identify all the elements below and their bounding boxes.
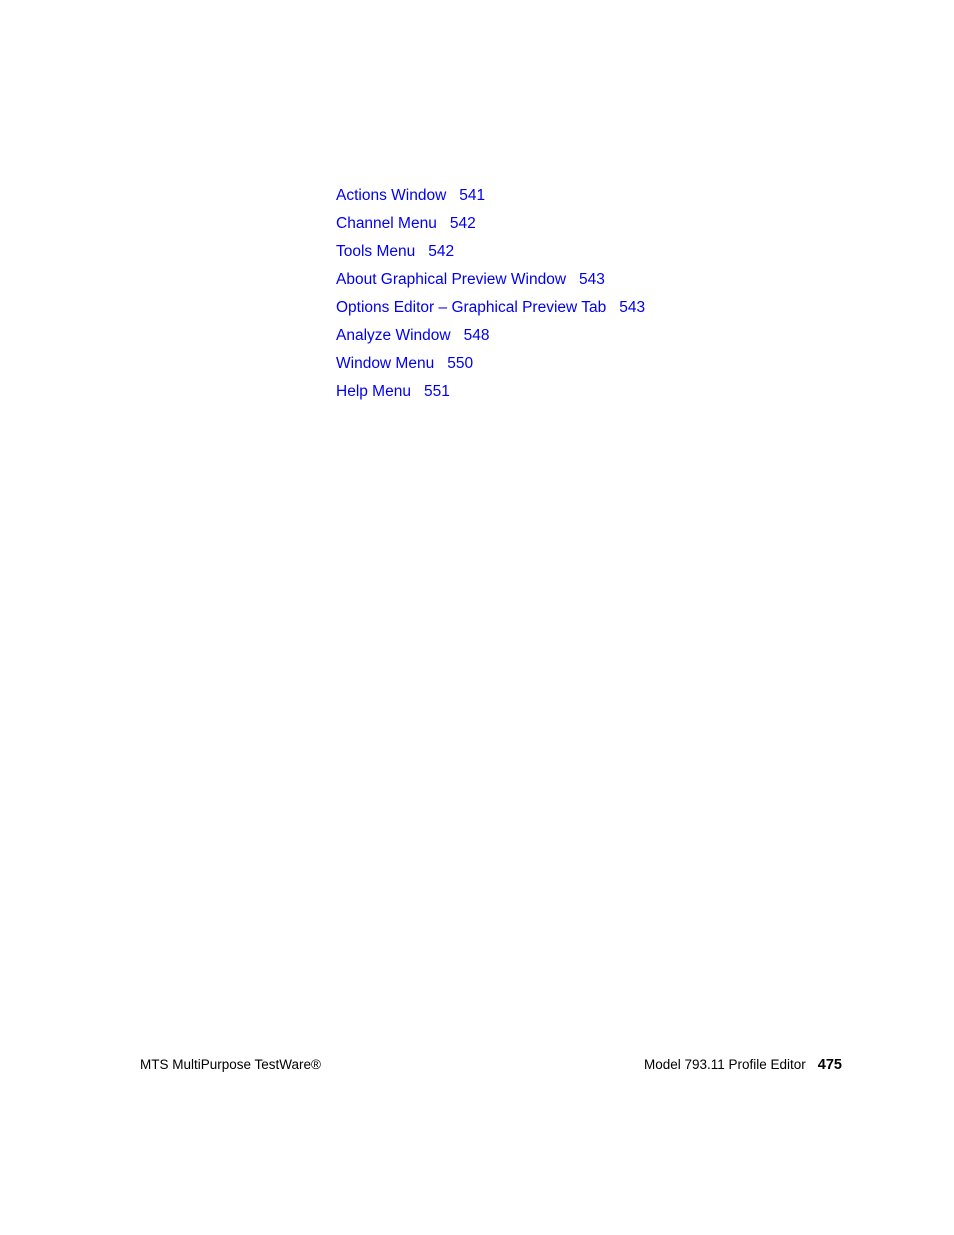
footer-document-title: Model 793.11 Profile Editor [643,1057,806,1072]
toc-entry-title[interactable]: About Graphical Preview Window [336,271,567,288]
toc-entry-page[interactable]: 551 [423,383,450,400]
toc-entry-title[interactable]: Window Menu [336,355,435,372]
toc-entry-analyze-window[interactable] [336,324,645,352]
toc-entry-page[interactable]: 541 [459,187,486,204]
toc-entry-tools-menu[interactable] [336,240,645,268]
toc-entry-title[interactable]: Tools Menu [336,243,416,260]
toc-entry-title[interactable]: Options Editor – Graphical Preview Tab [336,299,607,316]
footer-product-name: MTS MultiPurpose TestWare® [140,1057,321,1072]
toc-entry-about-graphical-preview-window[interactable] [336,268,645,296]
toc-entry-title[interactable]: Analyze Window [336,327,451,344]
toc-entry-help-menu[interactable] [336,380,645,408]
toc-entry-page[interactable]: 543 [619,299,646,316]
toc-entry-options-editor-graphical-preview-tab[interactable] [336,296,645,324]
toc-entry-title[interactable]: Channel Menu [336,215,437,232]
toc-entry-channel-menu[interactable] [336,212,645,240]
toc-entry-title[interactable]: Actions Window [336,187,447,204]
footer-right [644,1057,842,1073]
toc-entry-title[interactable]: Help Menu [336,383,411,400]
toc-entry-window-menu[interactable] [336,352,645,380]
footer-page-number: 475 [817,1057,842,1073]
toc-entry-actions-window[interactable] [336,184,645,212]
toc-entry-page[interactable]: 550 [447,355,474,372]
toc-entry-page[interactable]: 543 [579,271,605,288]
toc-entry-page[interactable]: 542 [428,243,455,260]
toc-entry-page[interactable]: 542 [449,215,476,232]
toc-entry-page[interactable]: 548 [463,327,490,344]
table-of-contents [336,184,645,408]
